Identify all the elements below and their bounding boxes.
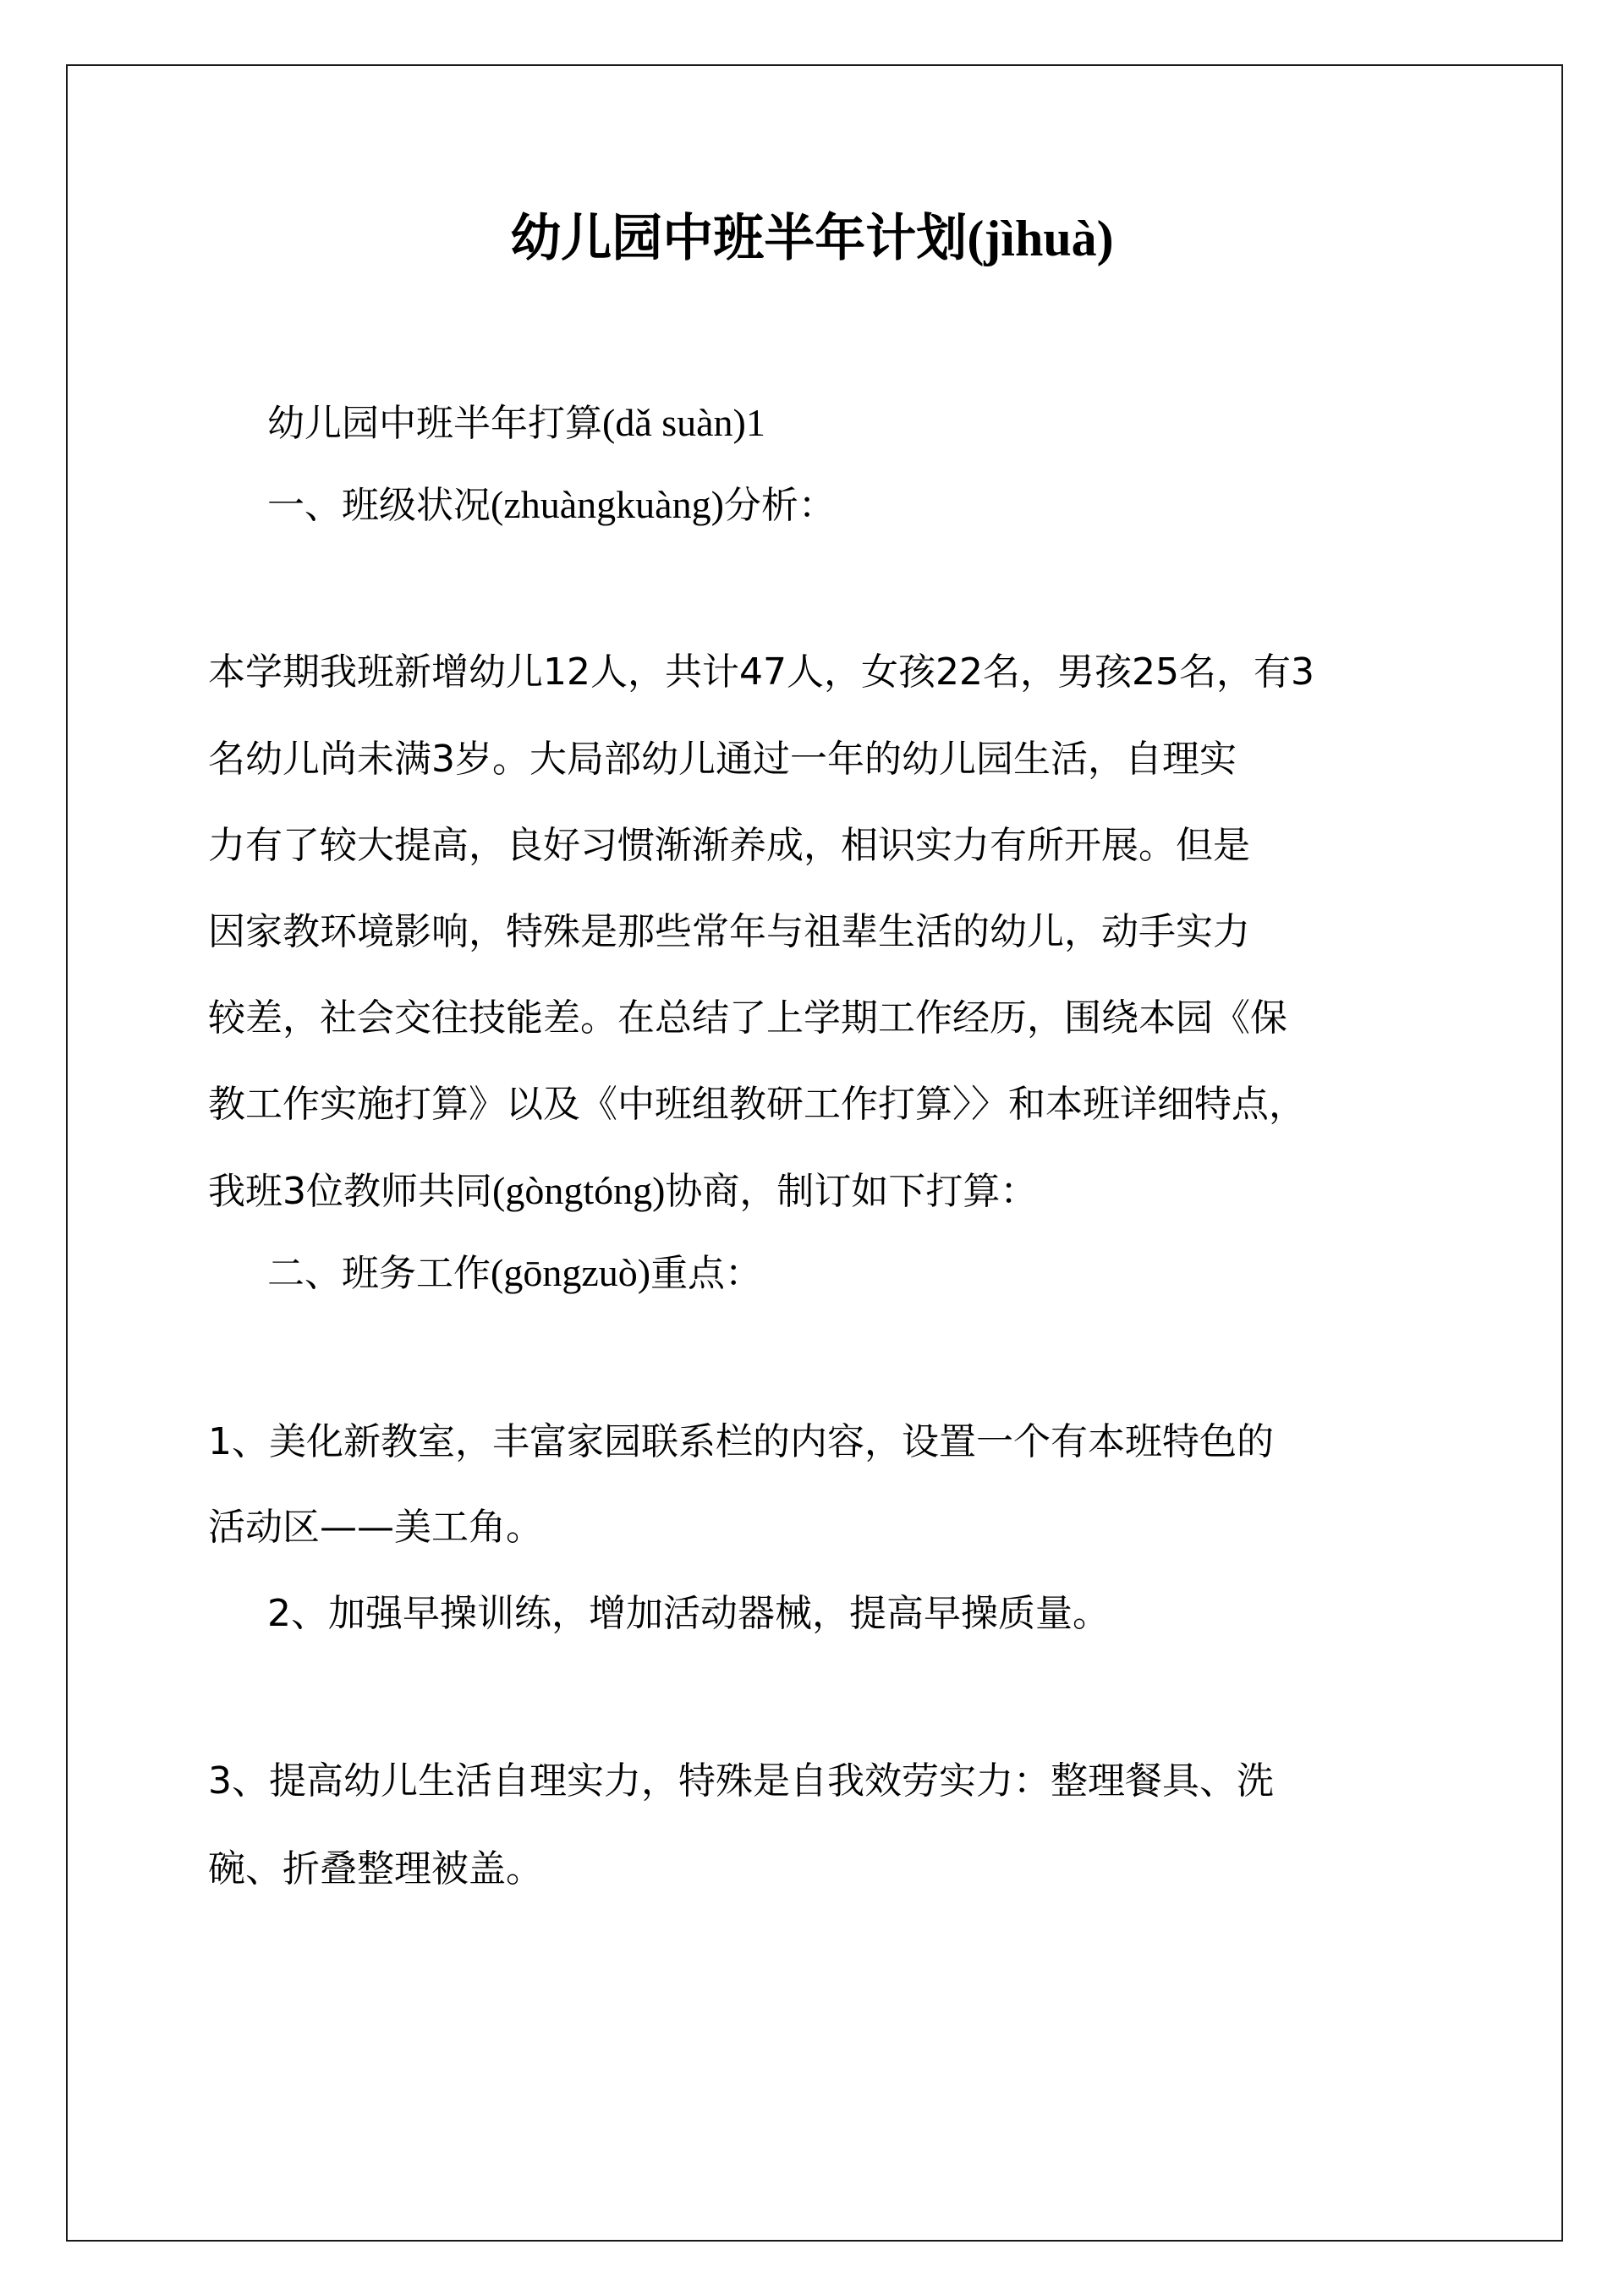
item-2: 2、加强早操训练，增加活动器械，提高早操质量。 (267, 1592, 1110, 1635)
paragraph-1-last-pre: 我班3位教师共同 (208, 1170, 492, 1213)
item-3-line-1: 3、提高幼儿生活自理实力，特殊是自我效劳实力：整理餐具、洗 (208, 1759, 1274, 1803)
item-3-line-2: 碗、折叠整理被盖。 (208, 1847, 543, 1891)
paragraph-1-line-2: 名幼儿尚未满3岁。大局部幼儿通过一年的幼儿园生活，自理实 (208, 738, 1237, 781)
paragraph-1-last-pinyin: (gòngtóng) (492, 1169, 666, 1212)
paragraph-1-line-3: 力有了较大提高，良好习惯渐渐养成，相识实力有所开展。但是 (208, 824, 1250, 867)
section-1-heading (267, 480, 836, 531)
paragraph-1-line-1: 本学期我班新增幼儿12人，共计47人，女孩22名，男孩25名，有3 (208, 650, 1314, 694)
title-chinese: 幼儿园中班半年计划 (510, 209, 968, 268)
subtitle-pinyin: (dǎ suàn)1 (602, 401, 765, 444)
item-1-line-1: 1、美化新教室，丰富家园联系栏的内容，设置一个有本班特色的 (208, 1420, 1274, 1463)
section-1-pinyin: (zhuàngkuàng) (491, 483, 724, 526)
title-pinyin: (jìhuà) (967, 211, 1114, 266)
paragraph-1-line-7 (208, 1166, 1037, 1217)
document-title (0, 205, 1624, 272)
paragraph-1-line-4: 因家教环境影响，特殊是那些常年与祖辈生活的幼儿，动手实力 (208, 910, 1250, 953)
page-border (66, 64, 1563, 2242)
paragraph-1-line-5: 较差，社会交往技能差。在总结了上学期工作经历，围绕本园《保 (208, 996, 1287, 1040)
paragraph-1-last-post: 协商，制订如下打算： (665, 1170, 1038, 1213)
subtitle-line (267, 398, 765, 449)
section-2-pinyin: (gōngzuò) (491, 1251, 651, 1294)
subtitle-chinese: 幼儿园中班半年打算 (267, 402, 602, 445)
section-2-heading (267, 1248, 762, 1299)
section-2-pre: 二、班务工作 (267, 1252, 491, 1295)
section-2-post: 重点： (650, 1252, 763, 1295)
item-1-line-2: 活动区——美工角。 (208, 1506, 543, 1549)
section-1-pre: 一、班级状况 (267, 484, 491, 527)
paragraph-1-line-6: 教工作实施打算》以及《中班组教研工作打算〉〉和本班详细特点， (208, 1083, 1306, 1126)
section-1-post: 分析： (723, 484, 836, 527)
